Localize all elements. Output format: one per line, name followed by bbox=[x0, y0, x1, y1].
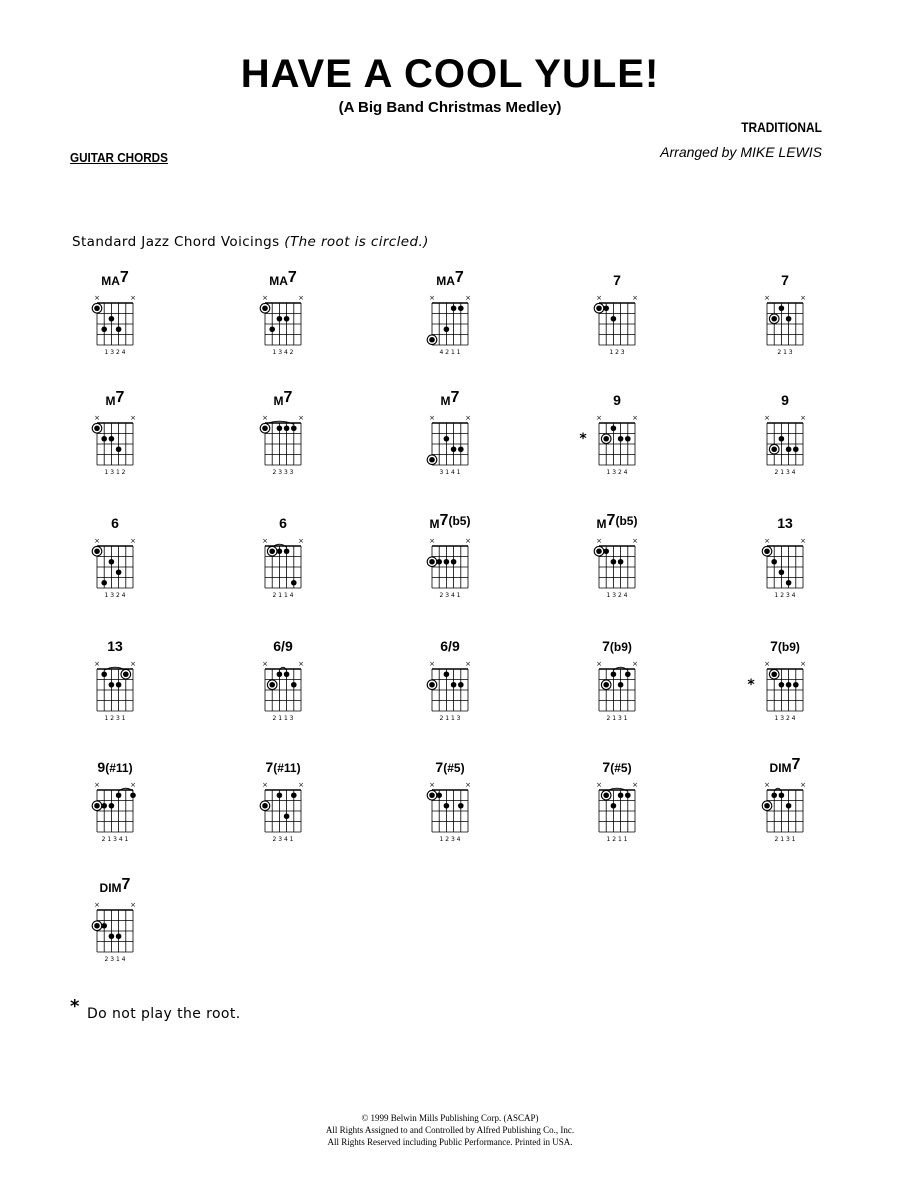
finger-dot bbox=[793, 446, 799, 452]
chord-name-number: 6 bbox=[111, 515, 119, 531]
finger-dot bbox=[101, 580, 107, 586]
chord-name bbox=[273, 638, 293, 654]
chord-name bbox=[602, 759, 631, 775]
fingering-label: 2 3 4 1 bbox=[272, 836, 294, 843]
mute-mark: × bbox=[632, 537, 638, 545]
chord-name-number: 7 bbox=[606, 512, 616, 529]
mute-mark: × bbox=[596, 414, 602, 422]
chord-diagram bbox=[762, 515, 806, 599]
chord-name bbox=[436, 269, 464, 288]
finger-dot bbox=[101, 923, 107, 929]
mute-mark: × bbox=[800, 781, 806, 789]
finger-dot bbox=[786, 803, 792, 809]
chord-name bbox=[781, 392, 789, 408]
finger-dot bbox=[130, 792, 136, 798]
finger-dot bbox=[618, 436, 624, 442]
mute-mark: × bbox=[262, 414, 268, 422]
mute-mark: × bbox=[262, 537, 268, 545]
finger-dot bbox=[786, 682, 792, 688]
chord-diagram bbox=[427, 389, 471, 476]
root-dot bbox=[123, 671, 129, 677]
chord-name-number: 9 bbox=[781, 392, 789, 408]
chord-name bbox=[100, 876, 131, 895]
chord-name-quality: M bbox=[273, 394, 284, 408]
fingering-label: 1 2 3 4 bbox=[439, 836, 461, 843]
root-dot bbox=[429, 559, 435, 565]
finger-dot bbox=[779, 436, 785, 442]
fingering-label: 1 2 3 bbox=[609, 349, 625, 356]
chord-name-alteration: (b5) bbox=[448, 514, 471, 528]
chord-name-quality: M bbox=[596, 517, 607, 531]
finger-dot bbox=[109, 559, 115, 565]
root-dot bbox=[596, 305, 602, 311]
chord-name bbox=[770, 756, 801, 775]
finger-dot bbox=[451, 446, 457, 452]
finger-dot bbox=[436, 792, 442, 798]
finger-dot bbox=[291, 580, 297, 586]
root-dot bbox=[94, 923, 100, 929]
chord-name bbox=[435, 759, 464, 775]
finger-dot bbox=[291, 682, 297, 688]
mute-mark: × bbox=[764, 537, 770, 545]
chord-diagram bbox=[94, 638, 136, 722]
chord-name-number: 13 bbox=[777, 515, 793, 531]
finger-dot bbox=[458, 682, 464, 688]
chord-name-number: 7 bbox=[454, 269, 464, 286]
chord-diagram bbox=[579, 392, 638, 476]
finger-dot bbox=[284, 671, 290, 677]
chord-diagram bbox=[596, 638, 638, 722]
chord-name bbox=[106, 389, 125, 408]
chord-name-number: 7 bbox=[287, 269, 297, 286]
mute-mark: × bbox=[800, 294, 806, 302]
fingering-label: 2 3 1 4 bbox=[104, 956, 126, 963]
finger-dot bbox=[618, 559, 624, 565]
finger-dot bbox=[451, 559, 457, 565]
chord-name-quality: M bbox=[105, 394, 116, 408]
mute-mark: × bbox=[800, 414, 806, 422]
mute-mark: × bbox=[94, 537, 100, 545]
mute-mark: × bbox=[298, 537, 304, 545]
finger-dot bbox=[444, 326, 450, 332]
chord-diagram bbox=[427, 638, 471, 722]
chord-name-number: 7 bbox=[439, 512, 449, 529]
finger-dot bbox=[458, 446, 464, 452]
mute-mark: × bbox=[262, 660, 268, 668]
chord-name-number: 7 bbox=[265, 759, 274, 775]
chord-name-alteration: (b9) bbox=[777, 640, 800, 654]
finger-dot bbox=[625, 671, 631, 677]
mute-mark: × bbox=[130, 660, 136, 668]
finger-dot bbox=[109, 803, 115, 809]
chord-diagram bbox=[594, 512, 638, 599]
chord-name-quality: M bbox=[429, 517, 440, 531]
chord-diagram bbox=[427, 512, 471, 599]
finger-dot bbox=[779, 682, 785, 688]
fingering-label: 2 1 1 4 bbox=[272, 592, 294, 599]
chord-diagram bbox=[427, 759, 471, 843]
finger-dot bbox=[793, 682, 799, 688]
mute-mark: × bbox=[632, 781, 638, 789]
mute-mark: × bbox=[465, 660, 471, 668]
chord-name bbox=[97, 759, 132, 775]
finger-dot bbox=[277, 316, 283, 322]
chord-name-number: 7 bbox=[450, 389, 460, 406]
finger-dot bbox=[603, 305, 609, 311]
no-root-star: * bbox=[579, 430, 587, 447]
finger-dot bbox=[444, 671, 450, 677]
chord-diagram bbox=[762, 756, 806, 843]
mute-mark: × bbox=[632, 414, 638, 422]
finger-dot bbox=[284, 548, 290, 554]
copyright-line: All Rights Assigned to and Controlled by Alfred Publishing Co., Inc. bbox=[325, 1125, 575, 1135]
finger-dot bbox=[277, 548, 283, 554]
fingering-label: 1 3 2 4 bbox=[606, 469, 628, 476]
chord-name bbox=[279, 515, 287, 531]
finger-dot bbox=[436, 559, 442, 565]
mute-mark: × bbox=[465, 781, 471, 789]
footnote-text: Do not play the root. bbox=[87, 1006, 241, 1022]
mute-mark: × bbox=[800, 537, 806, 545]
root-dot bbox=[764, 803, 770, 809]
chord-name-quality: MA bbox=[101, 274, 120, 288]
fingering-label: 2 1 1 3 bbox=[439, 715, 461, 722]
fingering-label: 2 1 3 1 bbox=[774, 836, 796, 843]
finger-dot bbox=[786, 580, 792, 586]
finger-dot bbox=[625, 792, 631, 798]
finger-dot bbox=[116, 326, 122, 332]
mute-mark: × bbox=[298, 660, 304, 668]
root-dot bbox=[94, 548, 100, 554]
chord-name-quality: DIM bbox=[769, 761, 792, 775]
chord-name-number: 7 bbox=[602, 759, 611, 775]
finger-dot bbox=[611, 671, 617, 677]
chord-name-alteration: (#5) bbox=[443, 761, 465, 775]
chord-name-number: 7 bbox=[770, 638, 778, 654]
finger-dot bbox=[101, 671, 107, 677]
fingering-label: 4 2 1 1 bbox=[439, 349, 461, 356]
mute-mark: × bbox=[429, 537, 435, 545]
fingering-label: 1 3 2 4 bbox=[606, 592, 628, 599]
part-name: GUITAR CHORDS bbox=[70, 150, 168, 165]
chord-name-number: 13 bbox=[107, 638, 123, 654]
finger-dot bbox=[101, 803, 107, 809]
chord-name bbox=[441, 389, 460, 408]
fingering-label: 1 2 3 1 bbox=[104, 715, 126, 722]
chord-diagram bbox=[260, 389, 304, 476]
root-dot bbox=[262, 425, 268, 431]
finger-dot bbox=[116, 792, 122, 798]
chord-diagram bbox=[92, 389, 136, 476]
chord-name-number: 7 bbox=[119, 269, 129, 286]
fingering-label: 2 1 3 bbox=[777, 349, 793, 356]
mute-mark: × bbox=[130, 781, 136, 789]
mute-mark: × bbox=[262, 781, 268, 789]
chord-name bbox=[274, 389, 293, 408]
finger-dot bbox=[444, 559, 450, 565]
fingering-label: 1 3 2 4 bbox=[104, 349, 126, 356]
mute-mark: × bbox=[429, 781, 435, 789]
mute-mark: × bbox=[429, 294, 435, 302]
chord-name-number: 7 bbox=[115, 389, 125, 406]
mute-mark: × bbox=[429, 414, 435, 422]
mute-mark: × bbox=[764, 294, 770, 302]
chord-name bbox=[101, 269, 129, 288]
mute-mark: × bbox=[429, 660, 435, 668]
fingering-label: 1 2 1 1 bbox=[606, 836, 628, 843]
chord-name bbox=[770, 638, 800, 654]
finger-dot bbox=[116, 682, 122, 688]
chord-diagram bbox=[92, 759, 136, 843]
finger-dot bbox=[284, 813, 290, 819]
chord-name-alteration: (#5) bbox=[610, 761, 632, 775]
chord-name-number: 6/9 bbox=[273, 638, 293, 654]
finger-dot bbox=[771, 559, 777, 565]
finger-dot bbox=[101, 326, 107, 332]
chord-name-number: 7 bbox=[283, 389, 293, 406]
chord-name-number: 7 bbox=[121, 876, 131, 893]
chord-name-alteration: (#11) bbox=[273, 761, 301, 775]
mute-mark: × bbox=[764, 781, 770, 789]
chord-name bbox=[597, 512, 638, 531]
chord-name bbox=[602, 638, 632, 654]
chord-diagram bbox=[262, 515, 304, 599]
root-dot bbox=[771, 446, 777, 452]
finger-dot bbox=[779, 569, 785, 575]
root-dot bbox=[269, 682, 275, 688]
chord-name-number: 7 bbox=[602, 638, 610, 654]
chord-name-number: 7 bbox=[791, 756, 801, 773]
chord-name bbox=[613, 272, 621, 288]
finger-dot bbox=[618, 682, 624, 688]
chord-diagram bbox=[262, 638, 304, 722]
mute-mark: × bbox=[262, 294, 268, 302]
chord-name-quality: MA bbox=[436, 274, 455, 288]
mute-mark: × bbox=[130, 901, 136, 909]
root-dot bbox=[262, 305, 268, 311]
mute-mark: × bbox=[596, 537, 602, 545]
chord-diagram bbox=[427, 269, 471, 356]
copyright-notice bbox=[0, 1112, 900, 1148]
no-root-star: * bbox=[747, 676, 755, 693]
root-dot bbox=[603, 792, 609, 798]
chord-name bbox=[111, 515, 119, 531]
fingering-label: 3 1 4 1 bbox=[439, 469, 461, 476]
chord-name-number: 6/9 bbox=[440, 638, 460, 654]
root-dot bbox=[94, 305, 100, 311]
mute-mark: × bbox=[130, 414, 136, 422]
copyright-line: © 1999 Belwin Mills Publishing Corp. (ASCAP) bbox=[361, 1113, 539, 1123]
root-dot bbox=[603, 682, 609, 688]
fingering-label: 2 1 3 1 bbox=[606, 715, 628, 722]
mute-mark: × bbox=[596, 660, 602, 668]
finger-dot bbox=[444, 803, 450, 809]
finger-dot bbox=[284, 316, 290, 322]
chord-diagram bbox=[596, 759, 638, 843]
arranger-credit: Arranged by MIKE LEWIS bbox=[660, 144, 822, 160]
chord-diagram bbox=[747, 638, 806, 722]
root-dot bbox=[269, 548, 275, 554]
finger-dot bbox=[458, 305, 464, 311]
mute-mark: × bbox=[764, 660, 770, 668]
finger-dot bbox=[611, 803, 617, 809]
finger-dot bbox=[291, 792, 297, 798]
finger-dot bbox=[277, 425, 283, 431]
mute-mark: × bbox=[596, 781, 602, 789]
chord-name bbox=[781, 272, 789, 288]
chord-name-number: 7 bbox=[613, 272, 621, 288]
fingering-label: 2 1 1 3 bbox=[272, 715, 294, 722]
fingering-label: 2 3 3 3 bbox=[272, 469, 294, 476]
mute-mark: × bbox=[94, 660, 100, 668]
chord-diagram bbox=[92, 515, 136, 599]
root-dot bbox=[262, 803, 268, 809]
mute-mark: × bbox=[632, 660, 638, 668]
fingering-label: 1 3 2 4 bbox=[774, 715, 796, 722]
finger-dot bbox=[779, 792, 785, 798]
mute-mark: × bbox=[764, 414, 770, 422]
chord-name-alteration: (b5) bbox=[615, 514, 638, 528]
chord-name-number: 9 bbox=[97, 759, 106, 775]
mute-mark: × bbox=[94, 901, 100, 909]
root-dot bbox=[429, 682, 435, 688]
finger-dot bbox=[444, 436, 450, 442]
chord-name bbox=[613, 392, 621, 408]
finger-dot bbox=[269, 326, 275, 332]
finger-dot bbox=[116, 569, 122, 575]
finger-dot bbox=[116, 446, 122, 452]
finger-dot bbox=[116, 933, 122, 939]
chord-name-number: 6 bbox=[279, 515, 287, 531]
fingering-label: 1 2 3 4 bbox=[774, 592, 796, 599]
mute-mark: × bbox=[94, 414, 100, 422]
chord-name-number: 9 bbox=[613, 392, 621, 408]
chord-diagram bbox=[764, 392, 806, 476]
chord-name-number: 7 bbox=[435, 759, 444, 775]
chord-name bbox=[777, 515, 793, 531]
finger-dot bbox=[611, 559, 617, 565]
mute-mark: × bbox=[298, 414, 304, 422]
page-subtitle: (A Big Band Christmas Medley) bbox=[338, 99, 562, 116]
mute-mark: × bbox=[465, 294, 471, 302]
chord-name bbox=[107, 638, 123, 654]
fingering-label: 2 1 3 4 bbox=[774, 469, 796, 476]
mute-mark: × bbox=[130, 537, 136, 545]
finger-dot bbox=[101, 436, 107, 442]
mute-mark: × bbox=[465, 537, 471, 545]
chord-name-number: 7 bbox=[781, 272, 789, 288]
finger-dot bbox=[277, 671, 283, 677]
root-dot bbox=[429, 792, 435, 798]
mute-mark: × bbox=[298, 294, 304, 302]
chord-name-quality: M bbox=[440, 394, 451, 408]
chord-name-quality: MA bbox=[269, 274, 288, 288]
finger-dot bbox=[625, 436, 631, 442]
mute-mark: × bbox=[130, 294, 136, 302]
finger-dot bbox=[458, 803, 464, 809]
root-dot bbox=[429, 457, 435, 463]
root-dot bbox=[771, 671, 777, 677]
finger-dot bbox=[291, 425, 297, 431]
finger-dot bbox=[786, 446, 792, 452]
finger-dot bbox=[109, 316, 115, 322]
fingering-label: 2 3 4 1 bbox=[439, 592, 461, 599]
chord-diagram bbox=[594, 272, 638, 356]
mute-mark: × bbox=[298, 781, 304, 789]
finger-dot bbox=[618, 792, 624, 798]
page-title: HAVE A COOL YULE! bbox=[240, 52, 660, 96]
mute-mark: × bbox=[632, 294, 638, 302]
finger-dot bbox=[451, 682, 457, 688]
finger-dot bbox=[786, 316, 792, 322]
chord-diagram bbox=[260, 269, 304, 356]
composer-credit: TRADITIONAL bbox=[741, 119, 822, 135]
copyright-line: All Rights Reserved including Public Performance. Printed in USA. bbox=[327, 1137, 573, 1147]
root-dot bbox=[771, 316, 777, 322]
fingering-label: 1 3 2 4 bbox=[104, 592, 126, 599]
chord-diagram bbox=[260, 759, 304, 843]
mute-mark: × bbox=[94, 294, 100, 302]
mute-mark: × bbox=[94, 781, 100, 789]
chord-name bbox=[269, 269, 297, 288]
finger-dot bbox=[603, 548, 609, 554]
mute-mark: × bbox=[800, 660, 806, 668]
chord-diagram bbox=[92, 269, 136, 356]
finger-dot bbox=[109, 933, 115, 939]
chord-name-alteration: (#11) bbox=[105, 761, 133, 775]
finger-dot bbox=[611, 425, 617, 431]
chord-diagram bbox=[764, 272, 806, 356]
root-dot bbox=[429, 337, 435, 343]
chord-name bbox=[265, 759, 300, 775]
chord-name-alteration: (b9) bbox=[609, 640, 632, 654]
fingering-label: 2 1 3 4 1 bbox=[101, 836, 129, 843]
finger-dot bbox=[277, 792, 283, 798]
voicings-heading-note: (The root is circled.) bbox=[284, 234, 429, 250]
finger-dot bbox=[109, 436, 115, 442]
root-dot bbox=[596, 548, 602, 554]
fingering-label: 1 3 4 2 bbox=[272, 349, 294, 356]
root-dot bbox=[764, 548, 770, 554]
mute-mark: × bbox=[596, 294, 602, 302]
root-dot bbox=[94, 425, 100, 431]
finger-dot bbox=[611, 316, 617, 322]
root-dot bbox=[94, 803, 100, 809]
finger-dot bbox=[284, 425, 290, 431]
voicings-heading-main: Standard Jazz Chord Voicings bbox=[72, 234, 280, 250]
finger-dot bbox=[779, 305, 785, 311]
root-dot bbox=[603, 436, 609, 442]
chord-name bbox=[440, 638, 460, 654]
finger-dot bbox=[109, 682, 115, 688]
footnote-star: * bbox=[70, 996, 80, 1017]
finger-dot bbox=[451, 305, 457, 311]
chord-name bbox=[430, 512, 471, 531]
chord-name-quality: DIM bbox=[99, 881, 122, 895]
finger-dot bbox=[771, 792, 777, 798]
mute-mark: × bbox=[465, 414, 471, 422]
chord-diagram bbox=[92, 876, 136, 963]
fingering-label: 1 3 1 2 bbox=[104, 469, 126, 476]
